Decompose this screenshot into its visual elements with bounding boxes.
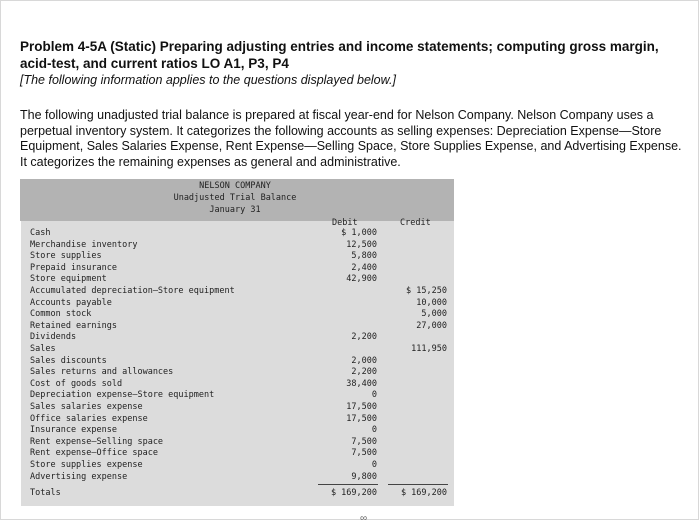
tb-credit-value [383, 390, 447, 402]
tb-debit-value: 42,900 [346, 274, 377, 285]
tb-credit-header: Credit [400, 218, 431, 228]
tb-debit-value: 12,500 [346, 239, 377, 250]
tb-debit-value: 2,000 [351, 355, 377, 366]
tb-credit-value: 111,950 [411, 344, 447, 354]
tb-totals-label: Totals [30, 488, 61, 498]
tb-debit-value: 9,800 [351, 471, 377, 482]
tb-debit-header: Debit [332, 218, 358, 228]
tb-credit-value [383, 402, 447, 414]
tb-debit-value: 0 [371, 390, 377, 401]
tb-debit-value [313, 321, 377, 333]
tb-account-name: Store supplies [30, 251, 102, 262]
problem-intro: The following unadjusted trial balance is prepared at fiscal year-end for Nelson Company. Nelson Company uses a perpetual inventory system. It categorizes the following accounts as selling expenses: Depreciation Expense—Store Equipment, Sales Salaries Expense, Rent Expense—Selling Space, Store Supplies Expense, and Advertising Expense. It categorizes the remaining expenses as general and administrative. [20, 108, 682, 169]
tb-credit-value [383, 437, 447, 449]
problem-title: Problem 4-5A (Static) Preparing adjusting entries and income statements; computing gross margin, acid-test, and current ratios LO A1, P3, P4 [20, 39, 659, 71]
tb-credit-value [383, 356, 447, 368]
tb-credit-value [383, 263, 447, 275]
tb-account-name: Office salaries expense [30, 413, 148, 424]
tb-account-name: Store supplies expense [30, 460, 143, 470]
tb-company: NELSON COMPANY [199, 181, 271, 191]
tb-account-name: Rent expense—Selling space [30, 436, 164, 447]
link-icon: ∞ [360, 513, 368, 524]
tb-totals-debit: $ 169,200 [330, 488, 377, 498]
tb-account-name: Sales discounts [30, 355, 107, 366]
tb-debit-value: 2,400 [351, 262, 377, 273]
tb-credit-value [383, 425, 447, 437]
tb-credit-value: 10,000 [416, 297, 447, 308]
tb-debit-value [313, 309, 377, 321]
tb-debit-value: 0 [371, 460, 377, 470]
tb-account-name: Retained earnings [30, 320, 117, 331]
tb-account-name: Depreciation expense—Store equipment [30, 390, 215, 401]
tb-debit-value [313, 286, 377, 298]
credit-total-underline [388, 484, 448, 485]
tb-debit-value: 5,800 [351, 251, 377, 262]
tb-credit-value [383, 228, 447, 240]
tb-account-name: Rent expense—Office space [30, 448, 158, 459]
tb-credit-value: 5,000 [421, 309, 447, 320]
tb-account-name: Advertising expense [30, 471, 128, 482]
tb-account-name: Insurance expense [30, 425, 117, 436]
tb-credit-value [383, 460, 447, 472]
tb-account-name: Cost of goods sold [30, 378, 123, 389]
problem-note: [The following information applies to the questions displayed below.] [20, 73, 396, 87]
tb-debit-value: 7,500 [351, 436, 377, 447]
tb-credit-value [383, 240, 447, 252]
tb-credit-value: 27,000 [416, 320, 447, 331]
tb-account-name: Accumulated depreciation—Store equipment [30, 286, 235, 296]
tb-account-name: Accounts payable [30, 297, 112, 308]
tb-account-name: Merchandise inventory [30, 239, 138, 250]
tb-debit-value [313, 344, 377, 356]
tb-account-name: Sales salaries expense [30, 402, 143, 412]
tb-account-name: Sales [30, 344, 56, 354]
tb-credit-value [383, 448, 447, 460]
tb-credit-value [383, 379, 447, 391]
tb-credit-value [383, 274, 447, 286]
tb-credit-value: $ 15,250 [406, 286, 447, 296]
tb-debit-value: 17,500 [346, 413, 377, 424]
tb-account-name: Prepaid insurance [30, 262, 117, 273]
tb-account-name: Common stock [30, 309, 92, 320]
tb-credit-value [383, 414, 447, 426]
tb-title: Unadjusted Trial Balance [173, 193, 297, 203]
tb-credit-value [383, 251, 447, 263]
tb-account-name: Store equipment [30, 274, 107, 285]
tb-credit-value [383, 472, 447, 484]
tb-debit-value: $ 1,000 [341, 228, 377, 238]
tb-debit-value: 0 [371, 425, 377, 436]
tb-debit-value: 2,200 [351, 367, 377, 378]
tb-debit-value: 7,500 [351, 448, 377, 459]
tb-account-name: Sales returns and allowances [30, 367, 174, 378]
tb-account-name: Dividends [30, 332, 77, 343]
tb-date: January 31 [209, 205, 261, 215]
tb-debit-value: 2,200 [351, 332, 377, 343]
tb-credit-value [383, 332, 447, 344]
tb-credit-value [383, 367, 447, 379]
tb-debit-value: 38,400 [346, 378, 377, 389]
tb-debit-value [313, 298, 377, 310]
tb-debit-value: 17,500 [346, 402, 377, 412]
tb-totals-credit: $ 169,200 [400, 488, 447, 498]
tb-account-name: Cash [30, 228, 51, 238]
debit-total-underline [318, 484, 378, 485]
